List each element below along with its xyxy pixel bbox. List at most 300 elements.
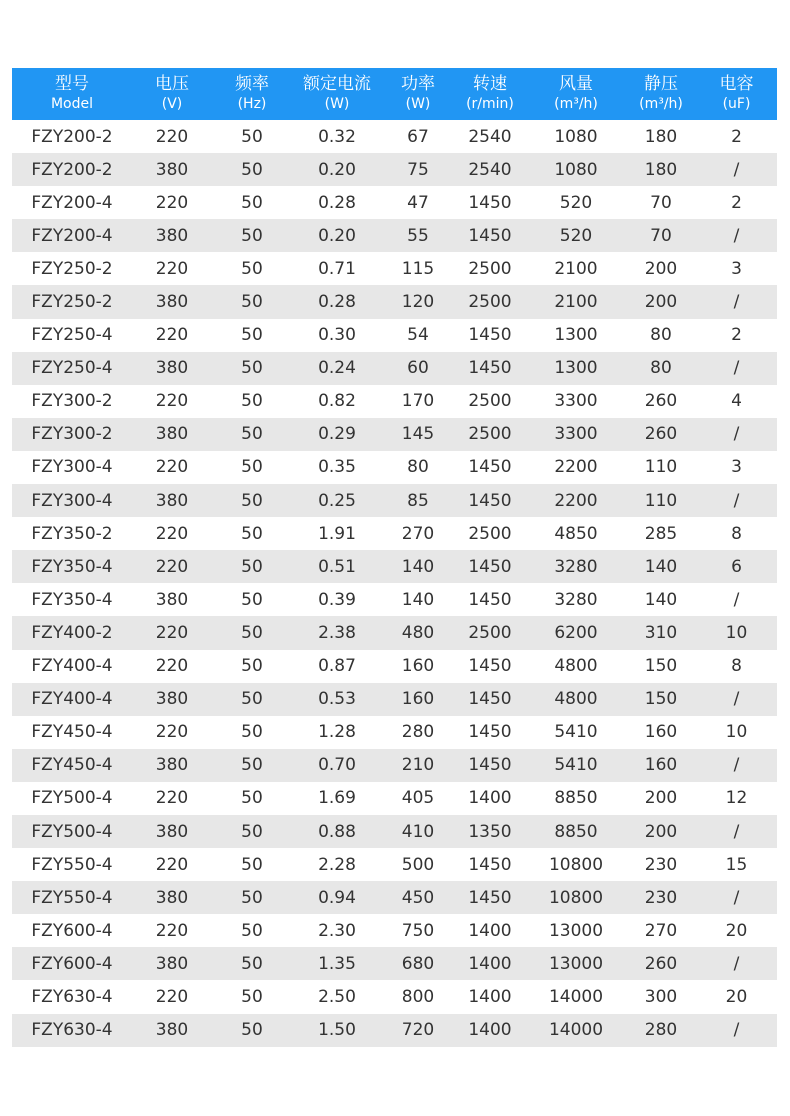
cell-static-pressure: 140 (644, 589, 678, 610)
table-row (12, 219, 777, 252)
cell-capacitor: 3 (731, 258, 742, 279)
cell-static-pressure: 230 (644, 854, 678, 875)
cell-capacitor: 8 (731, 656, 742, 677)
cell-rated-current: 1.35 (318, 953, 356, 974)
cell-model: FZY300-4 (31, 457, 113, 478)
cell-speed: 1450 (468, 358, 512, 379)
cell-power: 75 (407, 159, 429, 180)
cell-power: 160 (401, 656, 435, 677)
cell-static-pressure: 270 (644, 920, 678, 941)
cell-power: 480 (401, 622, 435, 643)
cell-airflow: 520 (559, 225, 593, 246)
cell-voltage: 220 (155, 986, 189, 1007)
cell-rated-current: 0.88 (318, 821, 356, 842)
cell-frequency: 50 (241, 556, 263, 577)
cell-static-pressure: 310 (644, 622, 678, 643)
table-row (12, 716, 777, 749)
cell-speed: 1350 (468, 821, 512, 842)
cell-voltage: 220 (155, 622, 189, 643)
cell-model: FZY630-4 (31, 986, 113, 1007)
table-row (12, 616, 777, 649)
cell-rated-current: 0.28 (318, 192, 356, 213)
cell-airflow: 2100 (554, 258, 598, 279)
cell-airflow: 4850 (554, 523, 598, 544)
cell-power: 115 (401, 258, 435, 279)
cell-capacitor: / (733, 689, 740, 710)
cell-rated-current: 0.32 (318, 126, 356, 147)
cell-static-pressure: 180 (644, 159, 678, 180)
cell-frequency: 50 (241, 689, 263, 710)
cell-airflow: 5410 (554, 722, 598, 743)
cell-voltage: 380 (155, 1020, 189, 1041)
cell-frequency: 50 (241, 325, 263, 346)
cell-static-pressure: 260 (644, 391, 678, 412)
cell-frequency: 50 (241, 159, 263, 180)
cell-speed: 2500 (468, 622, 512, 643)
cell-model: FZY200-2 (31, 159, 113, 180)
table-row (12, 947, 777, 980)
cell-speed: 1400 (468, 788, 512, 809)
table-row (12, 583, 777, 616)
cell-model: FZY300-4 (31, 490, 113, 511)
cell-speed: 2540 (468, 126, 512, 147)
cell-speed: 2500 (468, 424, 512, 445)
cell-model: FZY350-4 (31, 556, 113, 577)
cell-voltage: 220 (155, 556, 189, 577)
cell-voltage: 380 (155, 424, 189, 445)
cell-speed: 2500 (468, 292, 512, 313)
header-rated-current (292, 68, 382, 120)
cell-frequency: 50 (241, 292, 263, 313)
cell-static-pressure: 110 (644, 490, 678, 511)
cell-capacitor: / (733, 159, 740, 180)
cell-voltage: 220 (155, 391, 189, 412)
cell-model: FZY500-4 (31, 821, 113, 842)
header-label-en: (W) (405, 96, 431, 112)
cell-voltage: 380 (155, 292, 189, 313)
cell-model: FZY500-4 (31, 788, 113, 809)
cell-model: FZY400-4 (31, 689, 113, 710)
table-row (12, 815, 777, 848)
cell-voltage: 380 (155, 225, 189, 246)
cell-power: 80 (407, 457, 429, 478)
cell-rated-current: 0.25 (318, 490, 356, 511)
cell-capacitor: / (733, 589, 740, 610)
cell-capacitor: 20 (725, 986, 748, 1007)
cell-model: FZY250-2 (31, 292, 113, 313)
header-speed (454, 68, 526, 120)
table-row (12, 352, 777, 385)
cell-frequency: 50 (241, 457, 263, 478)
table-row (12, 848, 777, 881)
cell-rated-current: 0.70 (318, 755, 356, 776)
cell-frequency: 50 (241, 358, 263, 379)
cell-capacitor: 4 (731, 391, 742, 412)
header-label-en: (V) (161, 96, 183, 112)
cell-airflow: 3280 (554, 556, 598, 577)
cell-airflow: 4800 (554, 689, 598, 710)
cell-model: FZY450-4 (31, 722, 113, 743)
cell-capacitor: 3 (731, 457, 742, 478)
cell-speed: 2500 (468, 391, 512, 412)
cell-rated-current: 2.38 (318, 622, 356, 643)
cell-model: FZY250-2 (31, 258, 113, 279)
cell-airflow: 14000 (548, 1020, 604, 1041)
header-label-en: Model (50, 96, 94, 112)
header-label-en: (W) (324, 96, 350, 112)
cell-voltage: 220 (155, 920, 189, 941)
cell-model: FZY350-2 (31, 523, 113, 544)
table-row (12, 385, 777, 418)
cell-rated-current: 0.20 (318, 225, 356, 246)
cell-voltage: 380 (155, 159, 189, 180)
cell-speed: 1450 (468, 589, 512, 610)
table-row (12, 418, 777, 451)
cell-power: 140 (401, 589, 435, 610)
cell-static-pressure: 200 (644, 292, 678, 313)
cell-frequency: 50 (241, 391, 263, 412)
cell-airflow: 5410 (554, 755, 598, 776)
spec-table (12, 68, 777, 1047)
table-row (12, 186, 777, 219)
cell-speed: 1450 (468, 192, 512, 213)
cell-static-pressure: 230 (644, 887, 678, 908)
header-capacitor (696, 68, 777, 120)
table-row (12, 550, 777, 583)
cell-frequency: 50 (241, 788, 263, 809)
cell-rated-current: 2.30 (318, 920, 356, 941)
cell-capacitor: 2 (731, 192, 742, 213)
cell-rated-current: 0.87 (318, 656, 356, 677)
cell-rated-current: 0.29 (318, 424, 356, 445)
cell-airflow: 3300 (554, 424, 598, 445)
cell-voltage: 380 (155, 755, 189, 776)
header-frequency (212, 68, 292, 120)
cell-power: 210 (401, 755, 435, 776)
cell-model: FZY250-4 (31, 358, 113, 379)
cell-model: FZY200-4 (31, 225, 113, 246)
header-label-zh: 型号 (55, 74, 89, 94)
cell-rated-current: 0.28 (318, 292, 356, 313)
cell-frequency: 50 (241, 953, 263, 974)
cell-rated-current: 0.20 (318, 159, 356, 180)
cell-voltage: 220 (155, 192, 189, 213)
cell-power: 67 (407, 126, 429, 147)
cell-airflow: 13000 (548, 953, 604, 974)
cell-static-pressure: 260 (644, 424, 678, 445)
cell-static-pressure: 260 (644, 953, 678, 974)
table-row (12, 484, 777, 517)
table-header (12, 68, 777, 120)
table-row (12, 650, 777, 683)
cell-airflow: 6200 (554, 622, 598, 643)
cell-frequency: 50 (241, 490, 263, 511)
cell-model: FZY450-4 (31, 755, 113, 776)
header-label-zh: 静压 (644, 74, 678, 94)
cell-power: 47 (407, 192, 429, 213)
cell-power: 800 (401, 986, 435, 1007)
cell-voltage: 380 (155, 589, 189, 610)
cell-static-pressure: 140 (644, 556, 678, 577)
table-row (12, 319, 777, 352)
cell-voltage: 220 (155, 523, 189, 544)
cell-frequency: 50 (241, 258, 263, 279)
table-row (12, 782, 777, 815)
cell-frequency: 50 (241, 1020, 263, 1041)
cell-speed: 2540 (468, 159, 512, 180)
cell-model: FZY400-2 (31, 622, 113, 643)
cell-capacitor: 2 (731, 126, 742, 147)
cell-airflow: 14000 (548, 986, 604, 1007)
cell-capacitor: / (733, 424, 740, 445)
cell-capacitor: 8 (731, 523, 742, 544)
cell-power: 145 (401, 424, 435, 445)
cell-speed: 1450 (468, 457, 512, 478)
cell-rated-current: 1.28 (318, 722, 356, 743)
cell-speed: 1450 (468, 225, 512, 246)
cell-airflow: 4800 (554, 656, 598, 677)
cell-frequency: 50 (241, 755, 263, 776)
cell-voltage: 380 (155, 887, 189, 908)
cell-rated-current: 2.28 (318, 854, 356, 875)
cell-speed: 2500 (468, 523, 512, 544)
cell-model: FZY350-4 (31, 589, 113, 610)
cell-static-pressure: 160 (644, 722, 678, 743)
cell-frequency: 50 (241, 821, 263, 842)
cell-frequency: 50 (241, 887, 263, 908)
cell-model: FZY550-4 (31, 887, 113, 908)
cell-static-pressure: 180 (644, 126, 678, 147)
cell-rated-current: 0.82 (318, 391, 356, 412)
cell-rated-current: 0.30 (318, 325, 356, 346)
cell-voltage: 220 (155, 788, 189, 809)
table-body (12, 120, 777, 1047)
cell-rated-current: 1.91 (318, 523, 356, 544)
cell-power: 500 (401, 854, 435, 875)
header-label-en: (r/min) (466, 96, 514, 112)
cell-static-pressure: 300 (644, 986, 678, 1007)
cell-model: FZY600-4 (31, 920, 113, 941)
cell-static-pressure: 200 (644, 788, 678, 809)
header-label-zh: 额定电流 (303, 74, 371, 94)
cell-voltage: 220 (155, 258, 189, 279)
cell-frequency: 50 (241, 424, 263, 445)
header-voltage (132, 68, 212, 120)
cell-frequency: 50 (241, 854, 263, 875)
cell-airflow: 2200 (554, 457, 598, 478)
table-row (12, 252, 777, 285)
cell-frequency: 50 (241, 622, 263, 643)
cell-capacitor: / (733, 358, 740, 379)
cell-static-pressure: 160 (644, 755, 678, 776)
cell-airflow: 520 (559, 192, 593, 213)
cell-power: 270 (401, 523, 435, 544)
cell-power: 55 (407, 225, 429, 246)
cell-capacitor: 10 (725, 622, 748, 643)
cell-capacitor: 20 (725, 920, 748, 941)
cell-voltage: 220 (155, 854, 189, 875)
cell-power: 140 (401, 556, 435, 577)
cell-airflow: 2200 (554, 490, 598, 511)
cell-frequency: 50 (241, 722, 263, 743)
cell-voltage: 220 (155, 325, 189, 346)
cell-static-pressure: 80 (650, 325, 672, 346)
header-row (12, 68, 777, 120)
cell-voltage: 380 (155, 821, 189, 842)
cell-model: FZY300-2 (31, 391, 113, 412)
cell-static-pressure: 150 (644, 656, 678, 677)
cell-power: 54 (407, 325, 429, 346)
cell-speed: 1450 (468, 722, 512, 743)
cell-model: FZY200-4 (31, 192, 113, 213)
cell-speed: 1450 (468, 656, 512, 677)
header-airflow (526, 68, 626, 120)
cell-speed: 1450 (468, 854, 512, 875)
cell-capacitor: 15 (725, 854, 748, 875)
cell-voltage: 380 (155, 953, 189, 974)
cell-static-pressure: 80 (650, 358, 672, 379)
cell-model: FZY600-4 (31, 953, 113, 974)
cell-rated-current: 1.69 (318, 788, 356, 809)
cell-voltage: 220 (155, 656, 189, 677)
cell-speed: 1450 (468, 755, 512, 776)
cell-model: FZY300-2 (31, 424, 113, 445)
cell-power: 120 (401, 292, 435, 313)
cell-model: FZY200-2 (31, 126, 113, 147)
cell-airflow: 1080 (554, 159, 598, 180)
cell-voltage: 380 (155, 490, 189, 511)
header-power (382, 68, 454, 120)
cell-rated-current: 0.39 (318, 589, 356, 610)
table-row (12, 914, 777, 947)
cell-speed: 1400 (468, 986, 512, 1007)
cell-power: 720 (401, 1020, 435, 1041)
cell-capacitor: / (733, 490, 740, 511)
cell-speed: 1400 (468, 953, 512, 974)
cell-frequency: 50 (241, 986, 263, 1007)
cell-airflow: 8850 (554, 788, 598, 809)
cell-power: 680 (401, 953, 435, 974)
header-label-zh: 功率 (401, 74, 435, 94)
cell-airflow: 1300 (554, 325, 598, 346)
cell-capacitor: / (733, 292, 740, 313)
cell-airflow: 3300 (554, 391, 598, 412)
cell-frequency: 50 (241, 225, 263, 246)
cell-capacitor: 2 (731, 325, 742, 346)
cell-model: FZY400-4 (31, 656, 113, 677)
cell-static-pressure: 200 (644, 258, 678, 279)
cell-static-pressure: 285 (644, 523, 678, 544)
cell-speed: 1450 (468, 556, 512, 577)
cell-model: FZY250-4 (31, 325, 113, 346)
table-row (12, 153, 777, 186)
cell-frequency: 50 (241, 589, 263, 610)
cell-static-pressure: 200 (644, 821, 678, 842)
cell-speed: 1450 (468, 887, 512, 908)
header-label-en: (uF) (722, 96, 751, 112)
cell-power: 170 (401, 391, 435, 412)
cell-airflow: 10800 (548, 854, 604, 875)
cell-voltage: 220 (155, 126, 189, 147)
cell-power: 750 (401, 920, 435, 941)
table-row (12, 120, 777, 153)
cell-rated-current: 0.71 (318, 258, 356, 279)
cell-airflow: 1080 (554, 126, 598, 147)
table-row (12, 451, 777, 484)
header-static-pressure (626, 68, 696, 120)
table-row (12, 749, 777, 782)
header-label-zh: 电压 (155, 74, 189, 94)
cell-rated-current: 2.50 (318, 986, 356, 1007)
cell-power: 405 (401, 788, 435, 809)
cell-rated-current: 0.51 (318, 556, 356, 577)
header-label-en: (m³/h) (639, 96, 683, 112)
cell-capacitor: / (733, 887, 740, 908)
cell-capacitor: / (733, 1020, 740, 1041)
cell-model: FZY630-4 (31, 1020, 113, 1041)
cell-rated-current: 1.50 (318, 1020, 356, 1041)
header-label-zh: 频率 (235, 74, 269, 94)
cell-airflow: 1300 (554, 358, 598, 379)
cell-airflow: 13000 (548, 920, 604, 941)
cell-capacitor: / (733, 225, 740, 246)
table-row (12, 1014, 777, 1047)
header-label-en: (m³/h) (554, 96, 598, 112)
cell-static-pressure: 70 (650, 192, 672, 213)
table-row (12, 517, 777, 550)
cell-static-pressure: 70 (650, 225, 672, 246)
header-model (12, 68, 132, 120)
header-label-en: (Hz) (237, 96, 267, 112)
cell-frequency: 50 (241, 523, 263, 544)
table-row (12, 881, 777, 914)
cell-power: 410 (401, 821, 435, 842)
cell-frequency: 50 (241, 192, 263, 213)
table-row (12, 683, 777, 716)
table-row (12, 980, 777, 1013)
table-row (12, 285, 777, 318)
header-label-zh: 转速 (473, 74, 507, 94)
cell-speed: 1400 (468, 1020, 512, 1041)
cell-speed: 1400 (468, 920, 512, 941)
cell-speed: 1450 (468, 490, 512, 511)
cell-capacitor: 12 (725, 788, 748, 809)
cell-capacitor: / (733, 755, 740, 776)
header-label-zh: 风量 (559, 74, 593, 94)
header-label-zh: 电容 (719, 74, 754, 94)
cell-capacitor: / (733, 821, 740, 842)
cell-airflow: 10800 (548, 887, 604, 908)
cell-voltage: 380 (155, 358, 189, 379)
cell-rated-current: 0.24 (318, 358, 356, 379)
cell-capacitor: 10 (725, 722, 748, 743)
cell-power: 85 (407, 490, 429, 511)
cell-capacitor: 6 (731, 556, 742, 577)
cell-voltage: 220 (155, 457, 189, 478)
cell-static-pressure: 110 (644, 457, 678, 478)
cell-power: 280 (401, 722, 435, 743)
cell-frequency: 50 (241, 126, 263, 147)
cell-speed: 2500 (468, 258, 512, 279)
cell-power: 450 (401, 887, 435, 908)
cell-rated-current: 0.94 (318, 887, 356, 908)
cell-model: FZY550-4 (31, 854, 113, 875)
cell-speed: 1450 (468, 325, 512, 346)
cell-static-pressure: 150 (644, 689, 678, 710)
cell-voltage: 220 (155, 722, 189, 743)
cell-speed: 1450 (468, 689, 512, 710)
cell-airflow: 8850 (554, 821, 598, 842)
